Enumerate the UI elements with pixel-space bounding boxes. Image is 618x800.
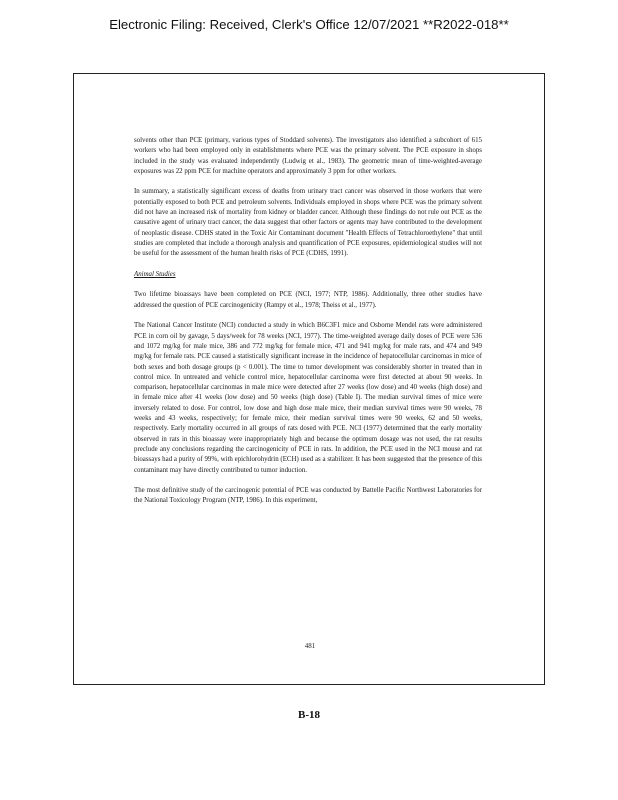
paragraph-bioassays: Two lifetime bioassays have been completed on PCE (NCI, 1977; NTP, 1986). Additionally, three other studies have addressed the question of PCE carcinogenicity (Rampy et al., 1978; Theiss et al., 1977). — [134, 291, 482, 309]
appendix-page-label: B-18 — [298, 709, 320, 721]
paragraph-ntp-study: The most definitive study of the carcinogenic potential of PCE was conducted by Battelle Pacific Northwest Laboratories for the National Toxicology Program (NTP, 1986). In this experiment, — [134, 487, 482, 505]
page-number: 481 — [304, 642, 316, 650]
filing-header: Electronic Filing: Received, Clerk's Office 12/07/2021 **R2022-018** — [109, 17, 509, 32]
document-body — [134, 136, 482, 517]
paragraph-summary: In summary, a statistically significant excess of deaths from urinary tract cancer was observed in those workers that were potentially exposed to both PCE and petroleum solvents. Individuals employed in shops where PCE was the primary solvent did not have an increased risk of mortality from kidney or bladder cancer. Although these findings do not rule out PCE as the causative agent of urinary tract cancer, the data suggest that other factors or agents may have contributed to the development of neoplastic disease. CDHS stated in the Toxic Air Contaminant document "Health Effects of Tetrachloroethylene" that until studies are completed that include a thorough analysis and quantification of PCE exposures, epidemiological studies will not be useful for the assessment of the human health risks of PCE (CDHS, 1991). — [134, 188, 482, 258]
paragraph-solvents: solvents other than PCE (primary, various types of Stoddard solvents). The investigators also identified a subcohort of 615 workers who had been employed only in establishments where PCE was the primary solvent. The PCE exposure in shops included in the study was evaluated independently (Ludwig et al., 1983). The geometric mean of time-weighted-average exposures was 22 ppm PCE for machine operators and approximately 3 ppm for other workers. — [134, 137, 482, 175]
scanned-page — [73, 73, 545, 685]
section-heading-animal-studies: Animal Studies — [134, 270, 176, 278]
paragraph-nci-study: The National Cancer Institute (NCI) conducted a study in which B6C3F1 mice and Osborne Mendel rats were administered PCE in corn oil by gavage, 5 days/week for 78 weeks (NCI, 1977). The time-weighted average daily doses of PCE were 536 and 1072 mg/kg for male mice, 386 and 772 mg/kg for female mice, 471 and 941 mg/kg for male rats, and 474 and 949 mg/kg for female rats. PCE caused a statistically significant increase in the incidence of hepatocellular carcinomas in mice of both sexes and both dosage groups (p < 0.001). The time to tumor development was considerably shorter in treated than in control mice. In untreated and vehicle control mice, hepatocellular carcinoma were first detected at about 90 weeks. In comparison, hepatocellular carcinomas in male mice were detected after 27 weeks (low dose) and 40 weeks (high dose) and in female mice after 41 weeks (low dose) and 50 weeks (high dose) (Table I). The median survival times of mice were inversely related to dose. For control, low dose and high dose male mice, their median survival times were 90 weeks, 78 weeks and 43 weeks, respectively; for female mice, their median survival times were 90 weeks, 62 and 50 weeks, respectively. Early mortality occurred in all groups of rats dosed with PCE. NCI (1977) determined that the early mortality observed in rats in this bioassay were inappropriately high and because the optimum dosage was not used, the rat results preclude any conclusions regarding the carcinogenicity of PCE in rats. In addition, the PCE used in the NCI mouse and rat bioassays had a purity of 99%, with epichlorohydrin (ECH) used as a stabilizer. It has been suggested that the presence of this contaminant may have directly contributed to tumor induction. — [134, 322, 482, 474]
